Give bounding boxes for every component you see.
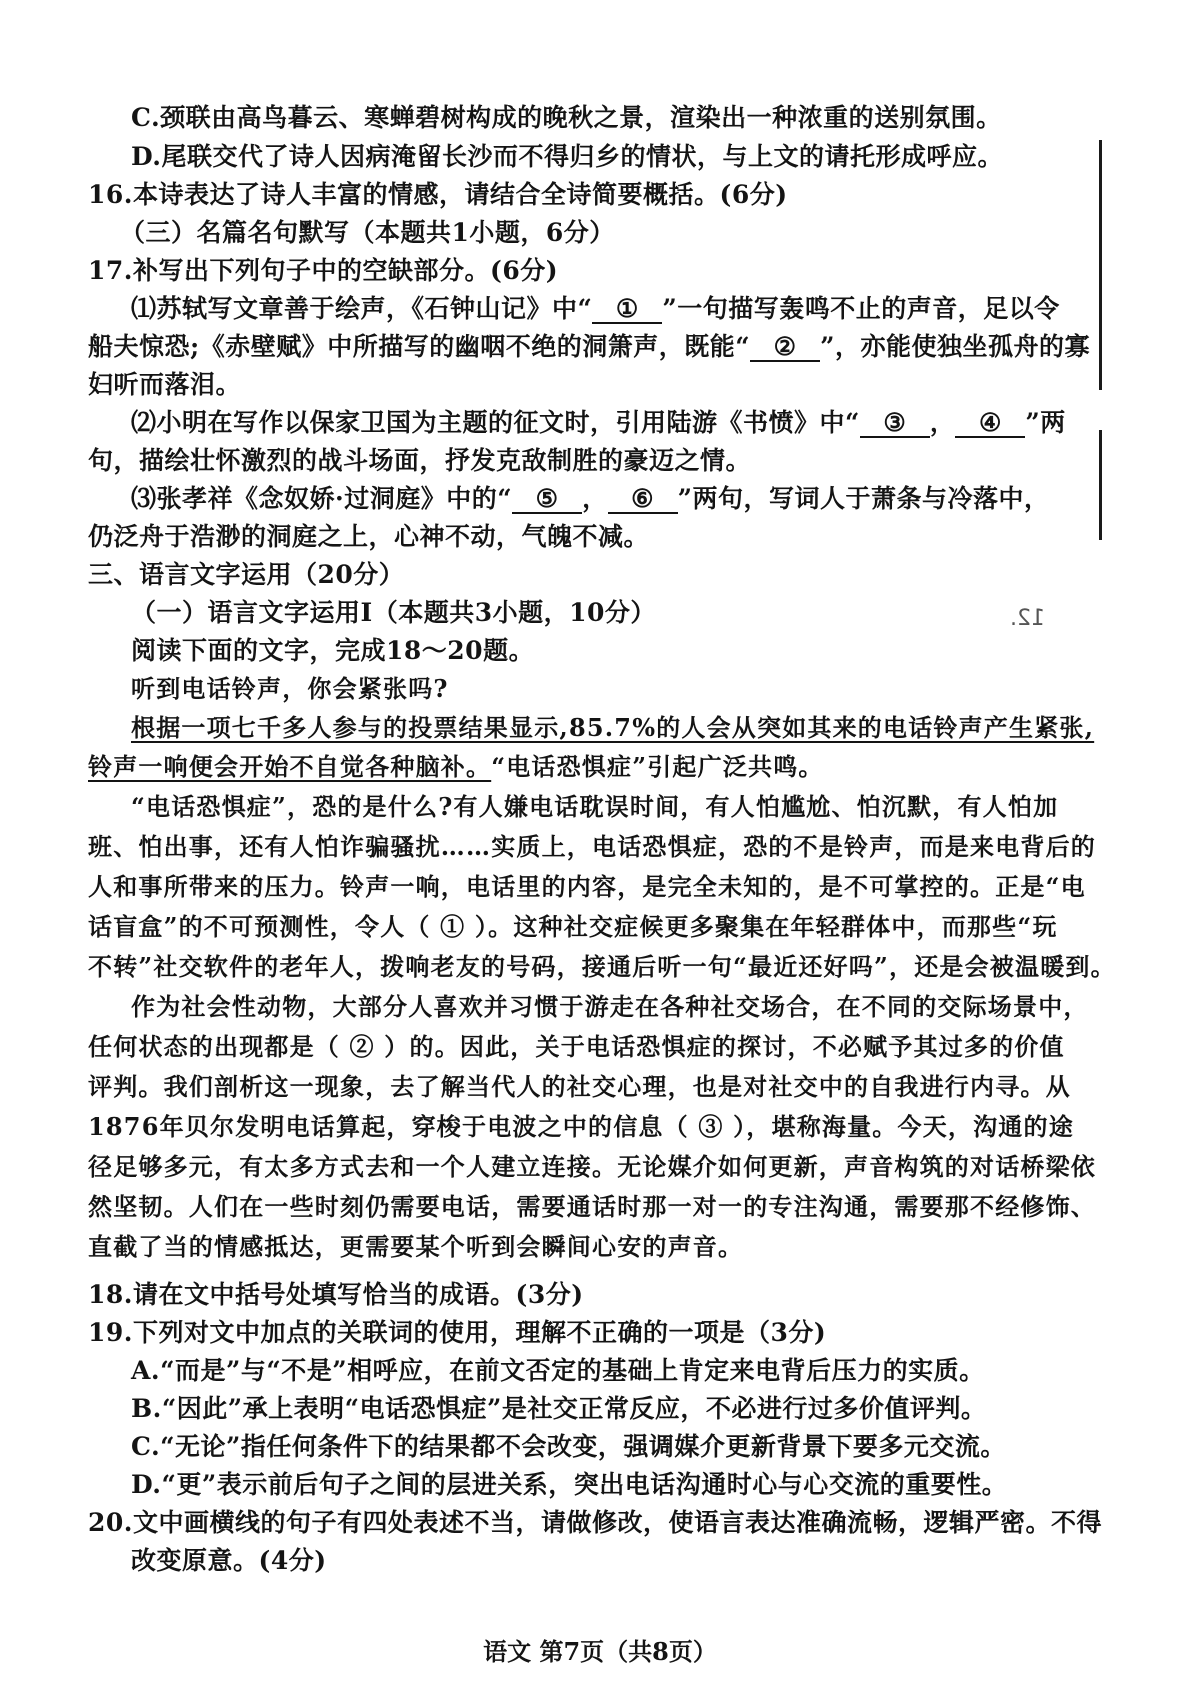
passage-line-13: 然坚韧。人们在一些时刻仍需要电话，需要通话时那一对一的专注沟通，需要那不经修饰、 — [88, 1192, 1096, 1221]
part-heading-language-use: 三、语言文字运用（20分） — [88, 560, 405, 589]
subsection-heading-language-use-1: （一）语言文字运用Ⅰ（本题共3小题，10分） — [131, 598, 656, 627]
passage-line-11: 1876年贝尔发明电话算起，穿梭于电波之中的信息（ ③ ），堪称海量。今天，沟通的途 — [88, 1112, 1074, 1141]
q18-stem: 18.请在文中括号处填写恰当的成语。(3分) — [88, 1280, 584, 1309]
passage-line-7: 不转”社交软件的老年人，拨响老友的号码，接通后听一句“最近还好吗”，还是会被温暖到。 — [88, 952, 1116, 981]
q17-stem: 17.补写出下列句子中的空缺部分。(6分) — [88, 256, 559, 285]
q17-item1-line2: 船夫惊恐;《赤壁赋》中所描写的幽咽不绝的洞箫声，既能“ ② ”，亦能使独坐孤舟的寡 — [88, 332, 1091, 361]
blank-5: ⑤ — [512, 486, 582, 514]
q16-stem: 16.本诗表达了诗人丰富的情感，请结合全诗简要概括。(6分) — [88, 180, 788, 209]
passage-title: 听到电话铃声，你会紧张吗? — [131, 674, 449, 703]
binding-line-middle — [1099, 430, 1102, 540]
q15-option-c: C.颈联由高鸟暮云、寒蝉碧树构成的晚秋之景，渲染出一种浓重的送别氛围。 — [131, 103, 1002, 132]
passage-line-5: 人和事所带来的压力。铃声一响，电话里的内容，是完全未知的，是不可掌控的。正是“电 — [88, 872, 1086, 901]
page-footer: 语文 第7页（共8页） — [483, 1637, 717, 1666]
passage-line-14: 直截了当的情感抵达，更需要某个听到会瞬间心安的声音。 — [88, 1232, 744, 1261]
blank-4: ④ — [955, 410, 1025, 438]
q20-stem-line2: 改变原意。(4分) — [131, 1546, 327, 1575]
passage-line-4: 班、怕出事，还有人怕诈骗骚扰……实质上，电话恐惧症，恐的不是铃声，而是来电背后的 — [88, 832, 1096, 861]
passage-line-9: 任何状态的出现都是（ ② ）的。因此，关于电话恐惧症的探讨，不必赋予其过多的价值 — [88, 1032, 1065, 1061]
passage-line-10: 评判。我们剖析这一现象，去了解当代人的社交心理，也是对社交中的自我进行内寻。从 — [88, 1072, 1071, 1101]
passage-line-1-underlined: 根据一项七千多人参与的投票结果显示,85.7%的人会从突如其来的电话铃声产生紧张, — [131, 713, 1095, 742]
passage-line-2: 铃声一响便会开始不自觉各种脑补。“电话恐惧症”引起广泛共鸣。 — [88, 752, 824, 781]
q19-option-b: B.“因此”承上表明“电话恐惧症”是社交正常反应，不必进行过多价值评判。 — [131, 1394, 987, 1423]
q19-option-a: A.“而是”与“不是”相呼应，在前文否定的基础上肯定来电背后压力的实质。 — [131, 1356, 985, 1385]
passage-line-12: 径足够多元，有太多方式去和一个人建立连接。无论媒介如何更新，声音构筑的对话桥梁依 — [88, 1152, 1096, 1181]
q20-stem-line1: 20.文中画横线的句子有四处表述不当，请做修改，使语言表达准确流畅，逻辑严密。不得 — [88, 1508, 1102, 1537]
underlined-sentence: 铃声一响便会开始不自觉各种脑补。 — [88, 752, 492, 781]
section-heading-dictation: （三）名篇名句默写（本题共1小题，6分） — [120, 218, 615, 247]
q17-item2-line1: ⑵小明在写作以保家卫国为主题的征文时，引用陆游《书愤》中“ ③ ， ④ ”两 — [131, 408, 1066, 437]
q17-item1-line1: ⑴苏轼写文章善于绘声，《石钟山记》中“ ① ”一句描写轰鸣不止的声音，足以令 — [131, 294, 1060, 323]
q19-stem: 19.下列对文中加点的关联词的使用，理解不正确的一项是（3分) — [88, 1318, 827, 1347]
q17-item3-line1: ⑶张孝祥《念奴娇·过洞庭》中的“ ⑤ ， ⑥ ”两句，写词人于萧条与冷落中， — [131, 484, 1050, 513]
q19-option-c: C.“无论”指任何条件下的结果都不会改变，强调媒介更新背景下要多元交流。 — [131, 1432, 1006, 1461]
passage-line-3: “电话恐惧症”，恐的是什么?有人嫌电话耽误时间，有人怕尴尬、怕沉默，有人怕加 — [131, 792, 1059, 821]
binding-line-top — [1099, 140, 1102, 390]
q17-item1-line3: 妇听而落泪。 — [88, 370, 242, 399]
q19-option-d: D.“更”表示前后句子之间的层进关系，突出电话沟通时心与心交流的重要性。 — [131, 1470, 1008, 1499]
q17-item2-line2: 句，描绘壮怀激烈的战斗场面，抒发克敌制胜的豪迈之情。 — [88, 446, 752, 475]
q15-option-d: D.尾联交代了诗人因病淹留长沙而不得归乡的情状，与上文的请托形成呼应。 — [131, 142, 1003, 171]
passage-line-8: 作为社会性动物，大部分人喜欢并习惯于游走在各种社交场合，在不同的交际场景中， — [131, 992, 1089, 1021]
blank-3: ③ — [860, 410, 930, 438]
blank-2: ② — [750, 334, 820, 362]
blank-1: ① — [592, 296, 662, 324]
reading-instruction: 阅读下面的文字，完成18～20题。 — [131, 636, 535, 665]
blank-6: ⑥ — [608, 486, 678, 514]
q17-item3-line2: 仍泛舟于浩渺的洞庭之上，心神不动，气魄不减。 — [88, 522, 650, 551]
mirrored-margin-mark: 12. — [1010, 606, 1045, 631]
passage-line-6: 话盲盒”的不可预测性，令人（ ① ）。这种社交症候更多聚集在年轻群体中，而那些“玩 — [88, 912, 1058, 941]
